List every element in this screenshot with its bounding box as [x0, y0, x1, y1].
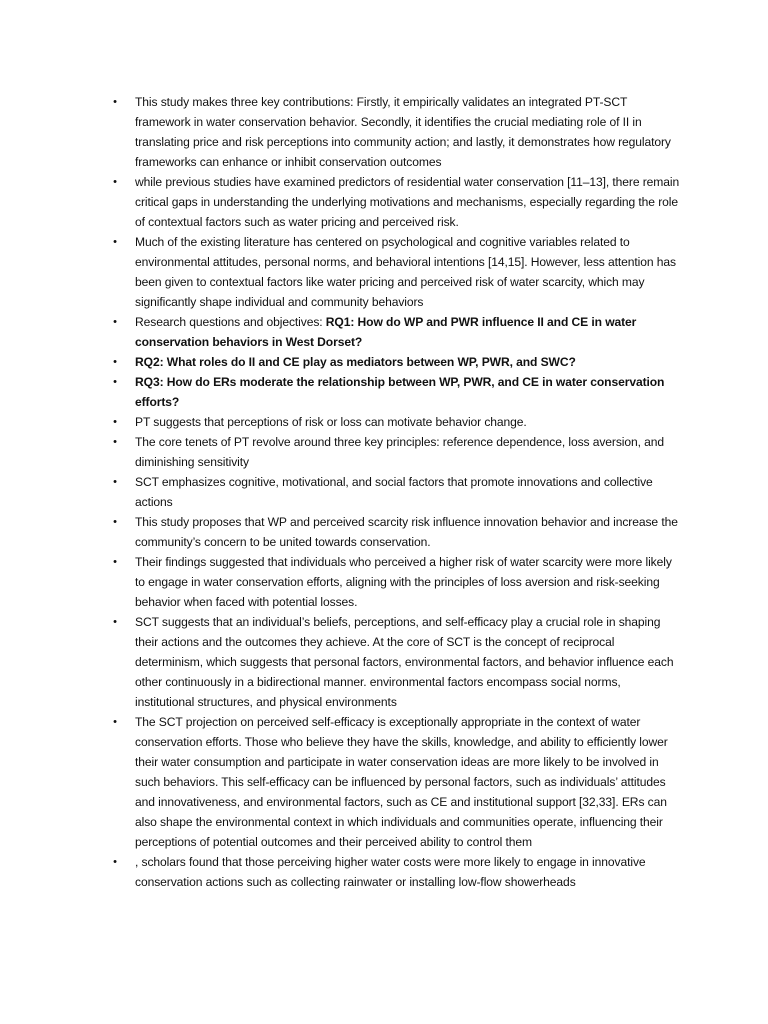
bullet-text: The SCT projection on perceived self-efficacy is exceptionally appropriate in the context of water conservation efforts. Those who believe they have the skills, knowledge, and ability to efficiently lower their water consumption and participate in water conservation ideas are more likely to be involved in such behaviors. This self-efficacy can be influenced by personal factors, such as individuals’ attitudes and innovativeness, and environmental factors, such as CE and institutional support [32,33]. ERs can also shape the environmental context in which individuals and communities operate, influencing their perceptions of potential outcomes and their perceived ability to control them [135, 715, 668, 849]
bullet-text: This study proposes that WP and perceived scarcity risk influence innovation behavior and increase the community’s concern to be united towards conservation. [135, 515, 678, 549]
bullet-list [111, 92, 681, 892]
list-item [111, 412, 681, 432]
list-item [111, 312, 681, 352]
bullet-text: The core tenets of PT revolve around three key principles: reference dependence, loss aversion, and diminishing sensitivity [135, 435, 665, 469]
list-item [111, 92, 681, 172]
bullet-text: PT suggests that perceptions of risk or loss can motivate behavior change. [135, 415, 527, 429]
bullet-point-icon: • [113, 516, 117, 528]
bullet-point-icon: • [113, 176, 117, 188]
bullet-text: , scholars found that those perceiving higher water costs were more likely to engage in innovative conservation actions such as collecting rainwater or installing low-flow showerheads [135, 855, 646, 889]
list-item [111, 712, 681, 852]
bullet-point-icon: • [113, 356, 117, 368]
bullet-point-icon: • [113, 716, 117, 728]
research-question-text: RQ1: How do WP and PWR influence II and CE in water conservation behaviors in West Dorset? [135, 315, 637, 349]
bullet-point-icon: • [113, 376, 117, 388]
bullet-text: Much of the existing literature has centered on psychological and cognitive variables related to environmental attitudes, personal norms, and behavioral intentions [14,15]. However, less attention has been given to contextual factors like water pricing and perceived risk of water scarcity, which may significantly shape individual and community behaviors [135, 235, 676, 309]
bullet-point-icon: • [113, 316, 117, 328]
list-item [111, 352, 681, 372]
bullet-point-icon: • [113, 616, 117, 628]
list-item [111, 232, 681, 312]
bullet-point-icon: • [113, 436, 117, 448]
bullet-point-icon: • [113, 236, 117, 248]
list-item [111, 472, 681, 512]
bullet-point-icon: • [113, 856, 117, 868]
bullet-text: SCT emphasizes cognitive, motivational, and social factors that promote innovations and collective actions [135, 475, 653, 509]
list-item [111, 852, 681, 892]
research-question-text: RQ3: How do ERs moderate the relationship between WP, PWR, and CE in water conservation efforts? [135, 375, 665, 409]
bullet-text: Their findings suggested that individuals who perceived a higher risk of water scarcity were more likely to engage in water conservation efforts, aligning with the principles of loss aversion and risk-seeking behavior when faced with potential losses. [135, 555, 672, 609]
list-item [111, 552, 681, 612]
bullet-text: while previous studies have examined predictors of residential water conservation [11–13], there remain critical gaps in understanding the underlying motivations and mechanisms, especially regarding the role of contextual factors such as water pricing and perceived risk. [135, 175, 680, 229]
list-item [111, 612, 681, 712]
research-question-text: RQ2: What roles do II and CE play as mediators between WP, PWR, and SWC? [135, 355, 576, 369]
list-item [111, 172, 681, 232]
list-item [111, 432, 681, 472]
bullet-text: Research questions and objectives: [135, 315, 326, 329]
bullet-point-icon: • [113, 476, 117, 488]
bullet-text: SCT suggests that an individual’s beliefs, perceptions, and self-efficacy play a crucial role in shaping their actions and the outcomes they achieve. At the core of SCT is the concept of reciprocal determinism, which suggests that personal factors, environmental factors, and behavior influence each other continuously in a bidirectional manner. environmental factors encompass social norms, institutional structures, and physical environments [135, 615, 674, 709]
list-item [111, 512, 681, 552]
list-item [111, 372, 681, 412]
bullet-point-icon: • [113, 416, 117, 428]
bullet-point-icon: • [113, 96, 117, 108]
bullet-point-icon: • [113, 556, 117, 568]
bullet-text: This study makes three key contributions: Firstly, it empirically validates an integrated PT-SCT framework in water conservation behavior. Secondly, it identifies the crucial mediating role of II in translating price and risk perceptions into community action; and lastly, it demonstrates how regulatory frameworks can enhance or inhibit conservation outcomes [135, 95, 671, 169]
